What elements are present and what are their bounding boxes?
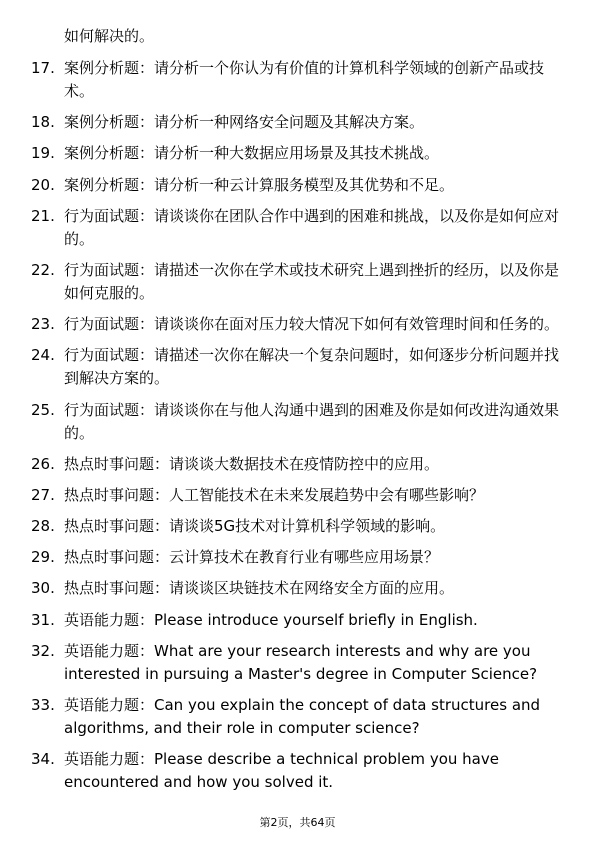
question-text: 热点时事问题：请谈谈大数据技术在疫情防控中的应用。 <box>64 454 440 473</box>
question-text: 行为面试题：请描述一次你在学术或技术研究上遇到挫折的经历，以及你是如何克服的。 <box>64 260 560 302</box>
question-text: 英语能力题：Can you explain the concept of data structures and algorithms, and their role in computer science? <box>64 696 541 737</box>
question-number: 20. <box>31 175 55 194</box>
question-number: 25. <box>31 400 55 419</box>
question-number: 30. <box>31 579 55 598</box>
page-number: 第2页，共64页 <box>259 816 336 829</box>
question-text: 案例分析题：请分析一个你认为有价值的计算机科学领域的创新产品或技术。 <box>64 59 545 100</box>
question-text: 热点时事问题：请谈谈区块链技术在网络安全方面的应用。 <box>64 579 455 598</box>
question-item <box>0 577 595 600</box>
question-text: 热点时事问题：请谈谈5G技术对计算机科学领域的影响。 <box>64 517 446 536</box>
question-item <box>0 259 595 305</box>
question-item <box>0 609 595 632</box>
question-text: 案例分析题：请分析一种云计算服务模型及其优势和不足。 <box>64 175 455 194</box>
question-item <box>0 640 595 686</box>
question-number: 34. <box>31 750 55 769</box>
question-item <box>0 313 595 336</box>
question-item <box>0 748 595 794</box>
question-text: 英语能力题：Please describe a technical problem you have encountered and how you solved it. <box>64 750 499 792</box>
question-number: 23. <box>31 315 55 334</box>
question-item <box>0 205 595 251</box>
question-number: 28. <box>31 517 55 536</box>
question-number: 19. <box>31 144 55 163</box>
question-item <box>0 399 595 445</box>
question-number: 24. <box>31 346 55 365</box>
question-number: 17. <box>31 59 55 77</box>
question-item <box>0 546 595 569</box>
question-number: 29. <box>31 548 55 567</box>
question-text: 案例分析题：请分析一种网络安全问题及其解决方案。 <box>64 113 425 132</box>
question-list <box>0 57 595 802</box>
question-text: 英语能力题：What are your research interests and why are you interested in pursuing a Master's degree in Computer Science? <box>64 641 538 683</box>
question-text: 行为面试题：请谈谈你在与他人沟通中遇到的困难及你是如何改进沟通效果的。 <box>64 400 560 442</box>
question-item <box>0 57 595 103</box>
question-text: 行为面试题：请描述一次你在解决一个复杂问题时，如何逐步分析问题并找到解决方案的。 <box>64 346 560 388</box>
question-number: 27. <box>31 485 55 504</box>
question-item <box>0 142 595 165</box>
question-number: 33. <box>31 696 55 714</box>
question-item <box>0 484 595 507</box>
question-number: 18. <box>31 113 55 132</box>
question-item <box>0 344 595 390</box>
question-text: 热点时事问题：云计算技术在教育行业有哪些应用场景？ <box>64 548 440 567</box>
question-number: 22. <box>31 260 55 279</box>
continued-text: 如何解决的。 <box>64 27 155 45</box>
question-number: 32. <box>31 641 55 660</box>
question-text: 行为面试题：请谈谈你在团队合作中遇到的困难和挑战，以及你是如何应对的。 <box>64 206 560 248</box>
question-text: 行为面试题：请谈谈你在面对压力较大情况下如何有效管理时间和任务的。 <box>64 315 560 334</box>
question-number: 31. <box>31 610 55 629</box>
question-item <box>0 515 595 538</box>
question-text: 案例分析题：请分析一种大数据应用场景及其技术挑战。 <box>64 144 440 163</box>
question-item <box>0 453 595 476</box>
question-item <box>0 174 595 197</box>
question-item <box>0 694 595 740</box>
question-text: 热点时事问题：人工智能技术在未来发展趋势中会有哪些影响？ <box>64 485 485 504</box>
question-number: 26. <box>31 454 55 473</box>
question-number: 21. <box>31 206 55 225</box>
question-item <box>0 111 595 134</box>
question-text: 英语能力题：Please introduce yourself briefly in English. <box>64 610 478 629</box>
